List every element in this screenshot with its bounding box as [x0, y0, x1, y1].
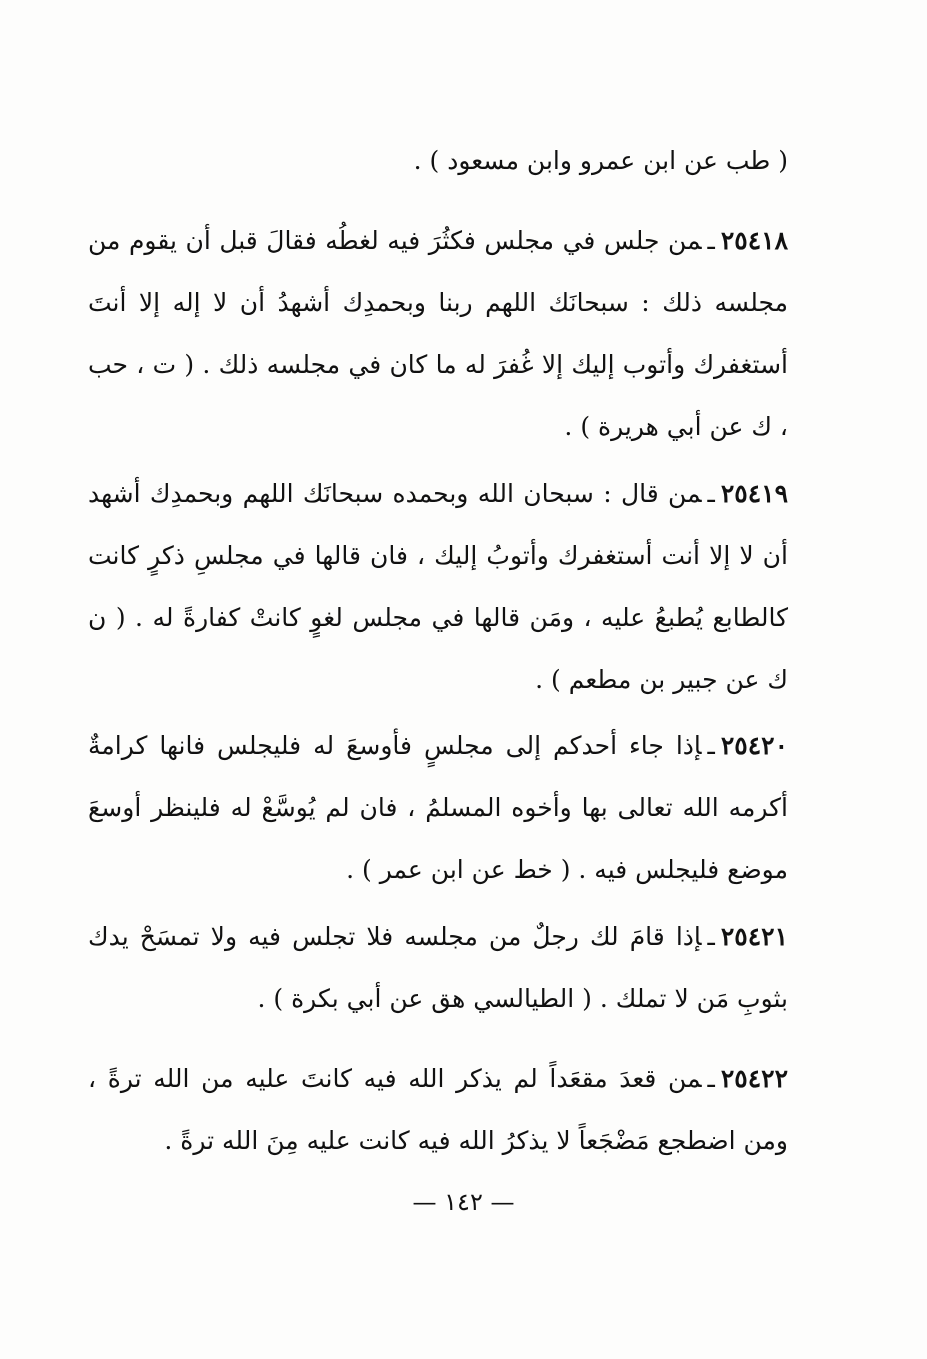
- dash: ـ: [707, 479, 715, 508]
- hadith-text: إذا قامَ لك رجلٌ من مجلسه فلا تجلس فيه ولا تمسَحْ يدك بثوبِ مَن لا تملك . ( الطيالسي هق عن أبي بكرة ) .: [88, 922, 788, 1013]
- hadith-25418: [88, 210, 788, 458]
- hadith-paragraph: [88, 463, 788, 711]
- hadith-number: ٢٥٤٢١: [720, 922, 788, 951]
- hadith-text: من جلس في مجلس فكثُرَ فيه لغطُه فقالَ قبل أن يقوم من مجلسه ذلك : سبحانَك اللهم ربنا وبحمدِك أشهدُ أن لا إله إلا أنتَ أستغفرك وأتوب إليك إلا غُفرَ له ما كان في مجلسه ذلك . ( ت ، حب ، ك عن أبي هريرة ) .: [88, 226, 788, 441]
- hadith-25422: [88, 1048, 788, 1172]
- hadith-25419: [88, 463, 788, 711]
- hadith-25421: [88, 906, 788, 1030]
- hadith-number: ٢٥٤٢٠: [720, 731, 788, 760]
- hadith-25420: [88, 715, 788, 901]
- hadith-number: ٢٥٤١٨: [720, 226, 788, 255]
- dash: ـ: [707, 226, 715, 255]
- hadith-text: من قال : سبحان الله وبحمده سبحانَك اللهم وبحمدِك أشهد أن لا إلا أنت أستغفرك وأتوبُ إليك ، فان قالها في مجلسِ ذكرٍ كانت كالطابع يُطبعُ عليه ، ومَن قالها في مجلس لغوٍ كانتْ كفارةً له . ( ن ك عن جبير بن مطعم ) .: [88, 479, 788, 694]
- hadith-number: ٢٥٤١٩: [720, 479, 788, 508]
- hadith-number: ٢٥٤٢٢: [720, 1064, 788, 1093]
- dash: ـ: [707, 731, 715, 760]
- hadith-text: إذا جاء أحدكم إلى مجلسٍ فأوسعَ له فليجلس فانها كرامةٌ أكرمه الله تعالى بها وأخوه المسلمُ ، فان لم يُوسَّعْ له فلينظر أوسعَ موضع فليجلس فيه . ( خط عن ابن عمر ) .: [88, 731, 788, 884]
- hadith-text: من قعدَ مقعَداً لم يذكر الله فيه كانتَ عليه من الله ترةً ، ومن اضطجع مَضْجَعاً لا يذكرُ الله فيه كانت عليه مِنَ الله ترةً .: [88, 1064, 788, 1155]
- hadith-paragraph: [88, 210, 788, 458]
- hadith-paragraph: [88, 906, 788, 1030]
- source-reference: ( طب عن ابن عمرو وابن مسعود ) .: [413, 146, 788, 175]
- dash: ـ: [707, 1064, 715, 1093]
- hadith-paragraph: [88, 1048, 788, 1172]
- hadith-paragraph: [88, 715, 788, 901]
- dash: ـ: [707, 922, 715, 951]
- page-number: — ١٤٢ —: [412, 1188, 515, 1216]
